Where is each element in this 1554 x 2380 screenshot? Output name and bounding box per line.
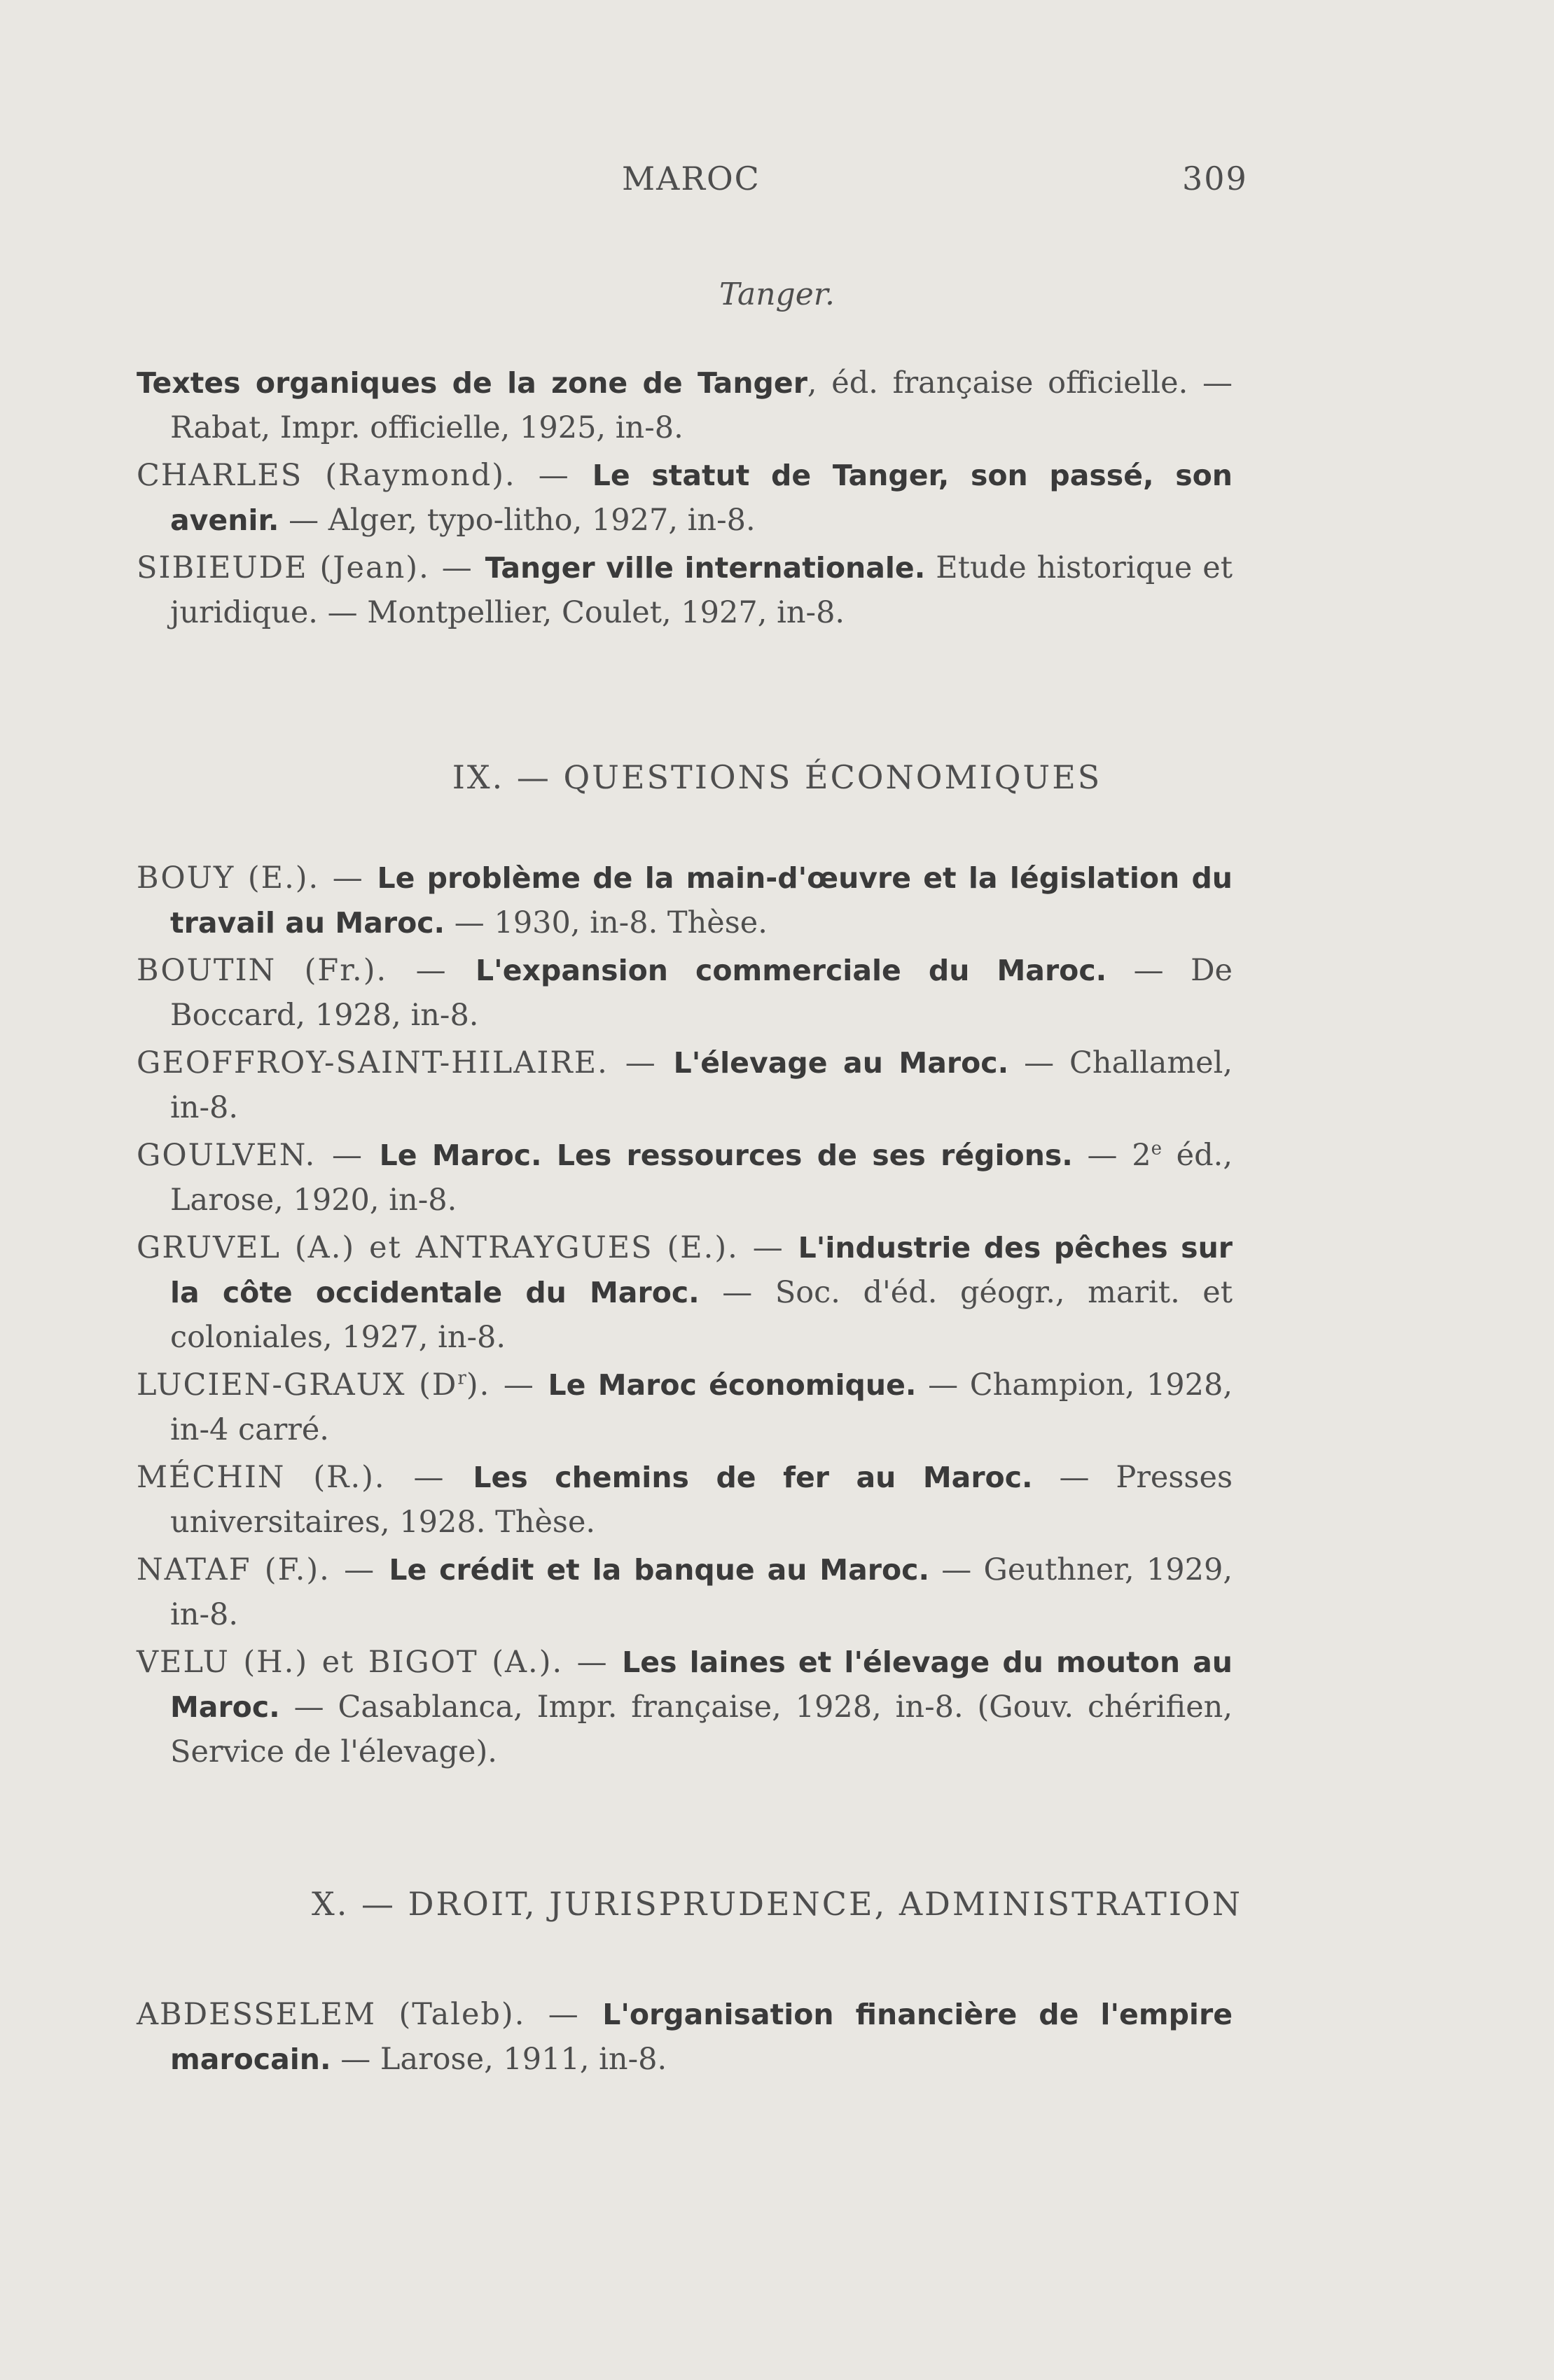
tanger-bibliography xyxy=(137,361,1233,638)
entry-details: — Challamel, in-8. xyxy=(170,1045,1233,1125)
bib-entry xyxy=(137,453,1233,543)
entry-details: — De Boccard, 1928, in-8. xyxy=(170,953,1233,1033)
bib-entry xyxy=(137,1041,1233,1130)
entry-details: — Larose, 1911, in-8. xyxy=(331,2042,667,2077)
entry-title: Le Maroc économique. xyxy=(548,1368,917,1402)
entry-title: Tanger ville internationale. xyxy=(485,551,926,585)
entry-details: — Champion, 1928, in-4 carré. xyxy=(170,1368,1233,1447)
bib-entry xyxy=(137,1133,1233,1223)
entry-title: Le crédit et la banque au Maroc. xyxy=(389,1553,930,1587)
entry-details: Etude historique et juridique. — Montpellier, Coulet, 1927, in-8. xyxy=(170,550,1233,630)
entry-details: — Presses universitaires, 1928. Thèse. xyxy=(170,1460,1233,1540)
entry-author: MÉCHIN (R.). — xyxy=(137,1460,473,1495)
entry-details: — Geuthner, 1929, in-8. xyxy=(170,1552,1233,1632)
entry-author: ABDESSELEM (Taleb). — xyxy=(137,1997,603,2032)
entry-details: — Soc. d'éd. géogr., marit. et coloniales, 1927, in-8. xyxy=(170,1275,1233,1355)
entry-details: — Alger, typo-litho, 1927, in-8. xyxy=(279,503,756,538)
law-bibliography xyxy=(137,1992,1233,2085)
superscript: r xyxy=(457,1368,466,1389)
bib-entry xyxy=(137,856,1233,945)
entry-author: NATAF (F.). — xyxy=(137,1552,389,1587)
bib-entry xyxy=(137,361,1233,450)
entry-title: L'organisation financière de l'empire marocain. xyxy=(170,1998,1233,2076)
entry-details: — Casablanca, Impr. française, 1928, in-8. (Gouv. chérifien, Service de l'élevage). xyxy=(170,1690,1233,1769)
entry-details: , éd. française officielle. — Rabat, Impr. officielle, 1925, in-8. xyxy=(170,366,1233,445)
entry-title: Le problème de la main-d'œuvre et la législation du travail au Maroc. xyxy=(170,861,1233,940)
entry-author: VELU (H.) et BIGOT (A.). — xyxy=(137,1645,623,1680)
entry-title: Le Maroc. Les ressources de ses régions. xyxy=(379,1139,1073,1172)
entry-author: GRUVEL (A.) et ANTRAYGUES (E.). — xyxy=(137,1230,798,1265)
entry-title: Les laines et l'élevage du mouton au Maroc. xyxy=(170,1645,1233,1724)
entry-title: Les chemins de fer au Maroc. xyxy=(473,1461,1033,1494)
section-heading-x: X. — DROIT, JURISPRUDENCE, ADMINISTRATION xyxy=(312,1885,1242,1923)
entry-author: BOUY (E.). — xyxy=(137,861,377,896)
bib-entry xyxy=(137,1547,1233,1637)
subsection-title: Tanger. xyxy=(719,277,835,312)
entry-author-cont: ). — xyxy=(466,1368,548,1403)
section-heading-ix: IX. — QUESTIONS ÉCONOMIQUES xyxy=(452,758,1102,796)
bib-entry xyxy=(137,545,1233,635)
bib-entry xyxy=(137,1455,1233,1545)
superscript: e xyxy=(1151,1138,1162,1160)
economics-bibliography xyxy=(137,856,1233,1777)
running-head xyxy=(0,160,1554,209)
page-number: 309 xyxy=(1182,160,1248,197)
entry-details-cont: éd., Larose, 1920, in-8. xyxy=(170,1138,1233,1218)
entry-author: GOULVEN. — xyxy=(137,1138,380,1173)
entry-title: Textes organiques de la zone de Tanger xyxy=(137,366,807,400)
bib-entry xyxy=(137,948,1233,1038)
entry-title: L'industrie des pêches sur la côte occidentale du Maroc. xyxy=(170,1231,1233,1309)
entry-author: BOUTIN (Fr.). — xyxy=(137,953,476,988)
entry-author: SIBIEUDE (Jean). — xyxy=(137,550,485,585)
running-title: MAROC xyxy=(622,160,761,197)
entry-title: L'expansion commerciale du Maroc. xyxy=(476,954,1107,987)
entry-author: CHARLES (Raymond). — xyxy=(137,458,592,493)
entry-title: L'élevage au Maroc. xyxy=(673,1046,1009,1080)
entry-details: — 2 xyxy=(1072,1138,1151,1173)
entry-author: GEOFFROY-SAINT-HILAIRE. — xyxy=(137,1045,674,1080)
entry-title: Le statut de Tanger, son passé, son avenir. xyxy=(170,459,1233,537)
entry-details: — 1930, in-8. Thèse. xyxy=(445,905,768,940)
entry-author: LUCIEN-GRAUX (D xyxy=(137,1368,458,1403)
bib-entry xyxy=(137,1225,1233,1360)
bib-entry xyxy=(137,1640,1233,1774)
bib-entry xyxy=(137,1992,1233,2082)
bib-entry xyxy=(137,1363,1233,1452)
